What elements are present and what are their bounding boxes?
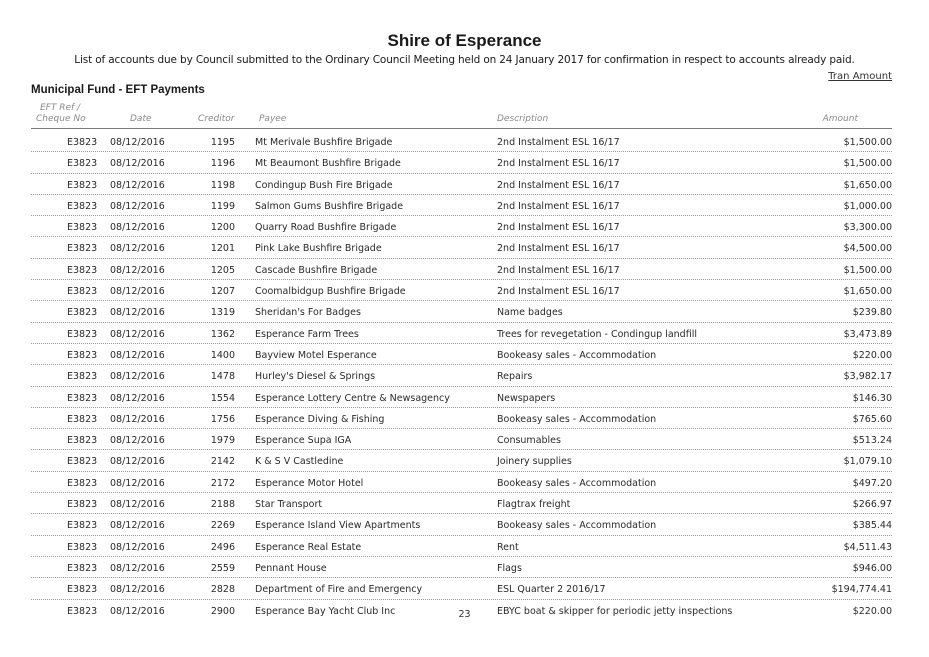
eft-ref-cell: E3823 [67,435,98,447]
description-cell: EBYC boat & skipper for periodic jetty inspections [497,605,733,617]
date-cell: 08/12/2016 [110,158,165,170]
amount-cell: $497.20 [852,477,892,489]
amount-cell: $266.97 [852,499,892,511]
table-row [31,195,892,216]
creditor-cell: 1198 [210,179,235,191]
payee-cell: Esperance Lottery Centre & Newsagency [255,392,450,404]
payee-cell: Condingup Bush Fire Brigade [255,179,393,191]
table-row [31,301,892,322]
creditor-cell: 1199 [210,200,235,212]
description-cell: 2nd Instalment ESL 16/17 [497,264,620,276]
description-cell: Flagtrax freight [497,499,571,511]
date-cell: 08/12/2016 [110,137,165,148]
amount-cell: $1,079.10 [843,456,892,468]
date-cell: 08/12/2016 [110,477,165,489]
date-cell: 08/12/2016 [110,605,165,617]
amount-cell: $1,000.00 [843,200,892,212]
col-header-description: Description [497,114,549,124]
amount-cell: $1,650.00 [843,286,892,298]
eft-ref-cell: E3823 [67,243,98,255]
amount-cell: $1,500.00 [843,158,892,170]
creditor-cell: 1400 [210,349,235,361]
description-cell: Bookeasy sales - Accommodation [497,413,657,425]
date-cell: 08/12/2016 [110,456,165,468]
eft-ref-cell: E3823 [67,392,98,404]
creditor-cell: 2269 [210,520,235,532]
amount-cell: $4,511.43 [843,541,892,553]
creditor-cell: 2496 [210,541,235,553]
amount-cell: $4,500.00 [843,243,892,255]
col-header-payee: Payee [259,114,287,124]
payee-cell: Pink Lake Bushfire Brigade [255,243,382,255]
eft-ref-cell: E3823 [67,605,98,617]
eft-ref-cell: E3823 [67,541,98,553]
eft-ref-cell: E3823 [67,222,98,234]
description-cell: Bookeasy sales - Accommodation [497,477,657,489]
description-cell: Trees for revegetation - Condingup landfill [497,328,697,340]
description-cell: Consumables [497,435,561,447]
description-cell: Bookeasy sales - Accommodation [497,520,657,532]
table-row [31,408,892,429]
description-cell: Bookeasy sales - Accommodation [497,349,657,361]
table-row [31,387,892,408]
table-row [31,429,892,450]
eft-ref-cell: E3823 [67,137,98,148]
description-cell: Newspapers [497,392,556,404]
header-divider [31,128,892,129]
table-row [31,493,892,514]
eft-ref-cell: E3823 [67,158,98,170]
table-row [31,152,892,173]
col-header-ref-line1: EFT Ref / [40,103,81,113]
payee-cell: Bayview Motel Esperance [255,349,377,361]
eft-ref-cell: E3823 [67,456,98,468]
creditor-cell: 2559 [210,562,235,574]
description-cell: 2nd Instalment ESL 16/17 [497,243,620,255]
description-cell: 2nd Instalment ESL 16/17 [497,200,620,212]
page-number: 23 [458,609,471,620]
date-cell: 08/12/2016 [110,541,165,553]
table-row [31,450,892,471]
creditor-cell: 1207 [210,286,235,298]
date-cell: 08/12/2016 [110,520,165,532]
payee-cell: Esperance Supa IGA [255,435,352,447]
payee-cell: Pennant House [255,562,327,574]
col-header-ref-line2: Cheque No [36,114,86,124]
table-row [31,472,892,493]
amount-cell: $3,300.00 [843,222,892,234]
tran-amount-label: Tran Amount [828,71,892,82]
date-cell: 08/12/2016 [110,222,165,234]
page-title: Shire of Esperance [387,31,542,50]
table-row [31,259,892,280]
payee-cell: Esperance Diving & Fishing [255,413,385,425]
description-cell: Name badges [497,307,563,319]
creditor-cell: 1554 [210,392,235,404]
payee-cell: Mt Beaumont Bushfire Brigade [255,158,401,170]
payee-cell: Esperance Real Estate [255,541,362,553]
eft-ref-cell: E3823 [67,307,98,319]
payee-cell: Coomalbidgup Bushfire Brigade [255,286,406,298]
amount-cell: $946.00 [852,562,892,574]
payee-cell: Esperance Island View Apartments [255,520,421,532]
eft-ref-cell: E3823 [67,477,98,489]
table-row [31,365,892,386]
description-cell: Flags [497,562,522,574]
description-cell: Joinery supplies [497,456,572,468]
eft-ref-cell: E3823 [67,286,98,298]
date-cell: 08/12/2016 [110,562,165,574]
description-cell: 2nd Instalment ESL 16/17 [497,179,620,191]
amount-cell: $146.30 [852,392,892,404]
payments-table [31,131,892,620]
eft-ref-cell: E3823 [67,413,98,425]
date-cell: 08/12/2016 [110,264,165,276]
eft-ref-cell: E3823 [67,371,98,383]
amount-cell: $513.24 [852,435,892,447]
table-row [31,557,892,578]
eft-ref-cell: E3823 [67,200,98,212]
eft-ref-cell: E3823 [67,264,98,276]
amount-cell: $385.44 [852,520,892,532]
amount-cell: $239.80 [852,307,892,319]
creditor-cell: 2172 [210,477,235,489]
description-cell: 2nd Instalment ESL 16/17 [497,286,620,298]
table-row [31,514,892,535]
amount-cell: $1,500.00 [843,137,892,148]
creditor-cell: 2142 [210,456,235,468]
date-cell: 08/12/2016 [110,413,165,425]
creditor-cell: 1195 [210,137,235,148]
creditor-cell: 1196 [210,158,235,170]
date-cell: 08/12/2016 [110,328,165,340]
payee-cell: Esperance Motor Hotel [255,477,364,489]
col-header-date: Date [130,114,152,124]
creditor-cell: 2900 [210,605,235,617]
eft-ref-cell: E3823 [67,562,98,574]
payee-cell: Hurley's Diesel & Springs [255,371,376,383]
payee-cell: Esperance Farm Trees [255,328,359,340]
eft-ref-cell: E3823 [67,499,98,511]
description-cell: Repairs [497,371,533,383]
table-row [31,216,892,237]
table-row [31,536,892,557]
payee-cell: Cascade Bushfire Brigade [255,264,378,276]
creditor-cell: 1362 [210,328,235,340]
eft-ref-cell: E3823 [67,328,98,340]
payee-cell: K & S V Castledine [255,456,344,468]
amount-cell: $765.60 [852,413,892,425]
creditor-cell: 2828 [210,584,235,596]
description-cell: 2nd Instalment ESL 16/17 [497,222,620,234]
date-cell: 08/12/2016 [110,435,165,447]
description-cell: Rent [497,541,519,553]
creditor-cell: 1200 [210,222,235,234]
date-cell: 08/12/2016 [110,243,165,255]
date-cell: 08/12/2016 [110,349,165,361]
payee-cell: Star Transport [255,499,323,511]
date-cell: 08/12/2016 [110,286,165,298]
description-cell: 2nd Instalment ESL 16/17 [497,158,620,170]
section-heading: Municipal Fund - EFT Payments [31,84,205,96]
date-cell: 08/12/2016 [110,499,165,511]
description-cell: 2nd Instalment ESL 16/17 [497,137,620,148]
payee-cell: Mt Merivale Bushfire Brigade [255,137,393,148]
payee-cell: Salmon Gums Bushfire Brigade [255,200,404,212]
table-row [31,578,892,599]
eft-ref-cell: E3823 [67,520,98,532]
date-cell: 08/12/2016 [110,200,165,212]
table-row [31,237,892,258]
date-cell: 08/12/2016 [110,392,165,404]
description-cell: ESL Quarter 2 2016/17 [497,584,606,596]
amount-cell: $3,473.89 [843,328,892,340]
table-row [31,344,892,365]
payee-cell: Esperance Bay Yacht Club Inc [255,605,396,617]
table-row [31,131,892,152]
creditor-cell: 1201 [210,243,235,255]
amount-cell: $3,982.17 [843,371,892,383]
amount-cell: $220.00 [852,605,892,617]
date-cell: 08/12/2016 [110,307,165,319]
payee-cell: Quarry Road Bushfire Brigade [255,222,397,234]
eft-ref-cell: E3823 [67,349,98,361]
amount-cell: $1,650.00 [843,179,892,191]
creditor-cell: 1319 [210,307,235,319]
creditor-cell: 1756 [210,413,235,425]
creditor-cell: 2188 [210,499,235,511]
creditor-cell: 1478 [210,371,235,383]
creditor-cell: 1205 [210,264,235,276]
payee-cell: Sheridan's For Badges [255,307,361,319]
table-row [31,323,892,344]
date-cell: 08/12/2016 [110,371,165,383]
col-header-amount: Amount [822,114,858,124]
page-subtitle: List of accounts due by Council submitted to the Ordinary Council Meeting held on 24 January 2017 for confirmation in respect to accounts already paid. [74,54,855,66]
creditor-cell: 1979 [210,435,235,447]
date-cell: 08/12/2016 [110,584,165,596]
amount-cell: $1,500.00 [843,264,892,276]
date-cell: 08/12/2016 [110,179,165,191]
col-header-creditor: Creditor [198,114,235,124]
amount-cell: $194,774.41 [831,584,892,596]
eft-ref-cell: E3823 [67,179,98,191]
eft-ref-cell: E3823 [67,584,98,596]
payee-cell: Department of Fire and Emergency [255,584,423,596]
table-row [31,174,892,195]
amount-cell: $220.00 [852,349,892,361]
table-row [31,280,892,301]
